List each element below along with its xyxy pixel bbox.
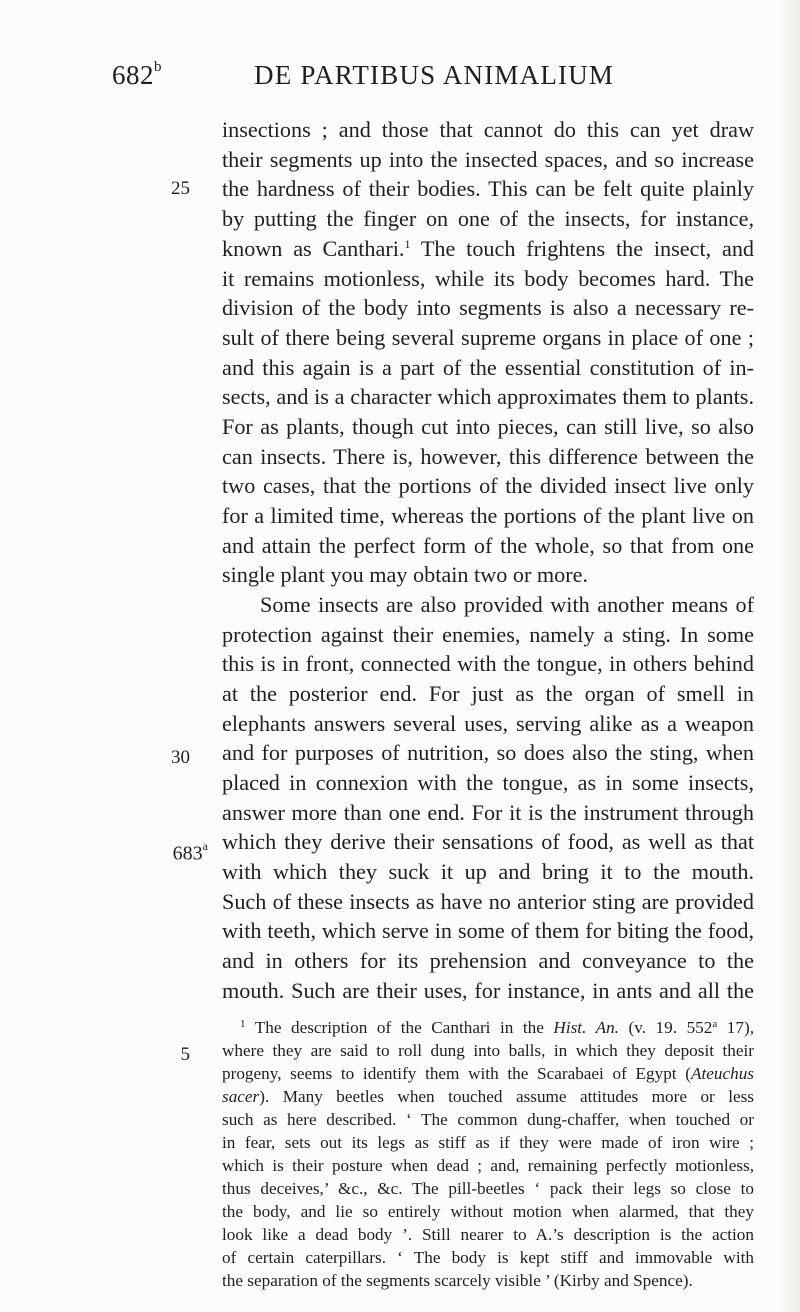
body-line: Such of these insects as have no anterior sting are provided: [222, 889, 754, 914]
footnote-line: the separation of the segments scarcely visible ’ (Kirby and Spence).: [222, 1271, 693, 1290]
body-line: the hardness of their bodies. This can be felt quite plainly: [222, 176, 754, 201]
footnote-line: the body, and lie so entirely without motion when alarmed, that they: [222, 1202, 754, 1221]
body-line: mouth. Such are their uses, for instance, in ants and all the: [222, 978, 754, 1003]
body-line: division of the body into segments is also a necessary re-: [222, 295, 754, 320]
body-line: which they derive their sensations of food, as well as that: [222, 829, 754, 854]
body-line: known as Canthari.$^1$ The touch frightens the insect, and: [222, 236, 755, 261]
page-edge-shading: [778, 0, 800, 1312]
footnote-line: look like a dead body ’. Still nearer to A.’s description is the action: [222, 1225, 754, 1244]
body-line: protection against their enemies, namely a sting. In some: [222, 622, 754, 647]
footnote-line: such as here described. ‘ The common dung-chaffer, when touched or: [222, 1110, 754, 1129]
footnote-line: which is their posture when dead ; and, remaining perfectly motionless,: [222, 1156, 754, 1175]
body-line: insections ; and those that cannot do this can yet draw: [222, 117, 754, 142]
body-line: and this again is a part of the essential constitution of in-: [222, 355, 754, 380]
body-line: answer more than one end. For it is the instrument through: [222, 800, 754, 825]
body-line: sult of there being several supreme organs in place of one ;: [222, 325, 754, 350]
body-line: it remains motionless, while its body becomes hard. The: [222, 266, 754, 291]
body-line: by putting the finger on one of the insects, for instance,: [222, 206, 754, 231]
footnote-line: sacer). Many beetles when touched assume attitudes more or less: [222, 1087, 754, 1106]
body-line: for a limited time, whereas the portions of the plant live on: [222, 503, 754, 528]
footnote-marker: 1: [240, 1018, 246, 1030]
body-line: two cases, that the portions of the divided insect live only: [222, 473, 754, 498]
page-number: 682$^b$: [112, 59, 162, 90]
footnote-line: of certain caterpillars. ‘ The body is kept stiff and immovable with: [222, 1248, 754, 1267]
footnote-reference: 1: [404, 237, 411, 251]
running-title: DE PARTIBUS ANIMALIUM: [254, 60, 615, 90]
body-line: Some insects are also provided with another means of: [260, 592, 754, 617]
body-line: with teeth, which serve in some of them for biting the food,: [222, 918, 754, 943]
body-line: For as plants, though cut into pieces, can still live, so also: [222, 414, 754, 439]
bekker-number: 683$^a$: [172, 839, 208, 865]
footnote-line: $^1$ The description of the Canthari in the Hist. An. (v. 19. 552$^a$ 17),: [240, 1018, 754, 1037]
margin-line-number: 30: [171, 747, 190, 768]
body-line: placed in connexion with the tongue, as in some insects,: [222, 770, 754, 795]
body-line: single plant you may obtain two or more.: [222, 562, 589, 587]
body-line: and for purposes of nutrition, so does also the sting, when: [222, 740, 754, 765]
body-line: elephants answers several uses, serving alike as a weapon: [222, 711, 754, 736]
body-line: with which they suck it up and bring it to the mouth.: [222, 859, 754, 884]
footnote-line: progeny, seems to identify them with the Scarabaei of Egypt (Ateuchus: [222, 1064, 754, 1083]
body-line: their segments up into the insected spaces, and so increase: [222, 147, 754, 172]
footnote-line: where they are said to roll dung into balls, in which they deposit their: [222, 1041, 754, 1060]
margin-line-number: 25: [171, 178, 190, 199]
margin-line-number: 5: [180, 1044, 190, 1065]
body-line: and in others for its prehension and conveyance to the: [222, 948, 754, 973]
body-line: this is in front, connected with the tongue, in others behind: [222, 651, 754, 676]
body-line: sects, and is a character which approximates them to plants.: [222, 384, 754, 409]
body-line: and attain the perfect form of the whole, so that from one: [222, 533, 754, 558]
body-line: can insects. There is, however, this difference between the: [222, 444, 754, 469]
footnote-line: in fear, sets out its legs as stiff as if they were made of iron wire ;: [222, 1133, 754, 1152]
body-line: at the posterior end. For just as the organ of smell in: [222, 681, 754, 706]
page-number-column: b: [154, 59, 162, 75]
footnote-line: thus deceives,’ &c., &c. The pill-beetles ‘ pack their legs so close to: [222, 1179, 754, 1198]
